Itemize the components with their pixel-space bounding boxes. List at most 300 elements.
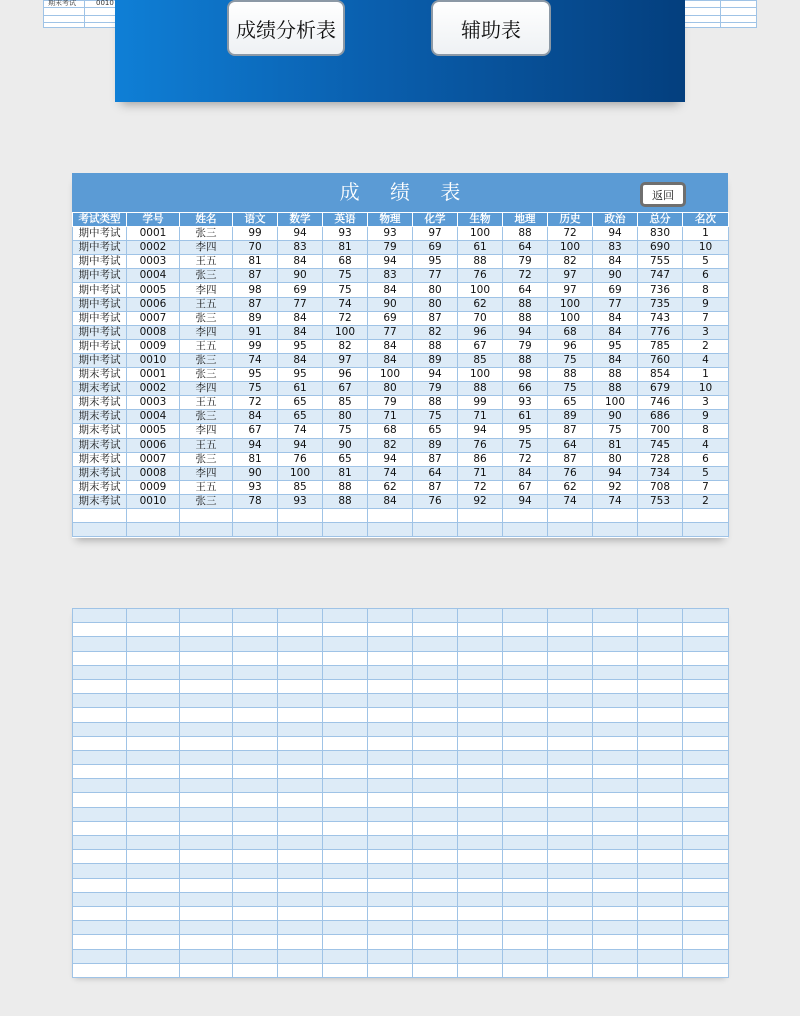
table-cell[interactable]: 88 — [413, 396, 458, 410]
grid-cell[interactable] — [593, 864, 638, 878]
table-cell[interactable]: 1 — [683, 368, 729, 382]
grid-cell[interactable] — [683, 722, 729, 736]
table-cell[interactable]: 80 — [323, 410, 368, 424]
grid-cell[interactable] — [503, 637, 548, 651]
grid-cell[interactable] — [413, 921, 458, 935]
table-cell[interactable]: 96 — [458, 325, 503, 339]
table-cell[interactable]: 75 — [233, 382, 278, 396]
table-cell[interactable]: 74 — [548, 494, 593, 508]
table-cell[interactable]: 李四 — [180, 283, 233, 297]
grid-cell[interactable] — [413, 665, 458, 679]
table-cell[interactable]: 72 — [503, 452, 548, 466]
grid-cell[interactable] — [127, 864, 180, 878]
table-cell[interactable]: 0004 — [127, 269, 180, 283]
grid-cell[interactable] — [127, 722, 180, 736]
table-cell[interactable]: 9 — [683, 410, 729, 424]
grid-cell[interactable] — [278, 850, 323, 864]
grid-cell[interactable] — [593, 807, 638, 821]
table-cell[interactable]: 1 — [683, 227, 729, 241]
table-cell[interactable]: 王五 — [180, 339, 233, 353]
table-cell[interactable]: 王五 — [180, 297, 233, 311]
table-cell[interactable]: 94 — [503, 325, 548, 339]
table-cell[interactable]: 79 — [503, 339, 548, 353]
grid-cell[interactable] — [323, 850, 368, 864]
grid-cell[interactable] — [683, 963, 729, 977]
grid-cell[interactable] — [368, 807, 413, 821]
grid-cell[interactable] — [323, 722, 368, 736]
table-cell[interactable]: 81 — [233, 452, 278, 466]
empty-cell[interactable] — [368, 523, 413, 537]
grid-cell[interactable] — [683, 665, 729, 679]
table-cell[interactable]: 87 — [413, 311, 458, 325]
table-cell[interactable]: 65 — [413, 424, 458, 438]
grid-cell[interactable] — [278, 864, 323, 878]
grid-cell[interactable] — [323, 793, 368, 807]
table-cell[interactable]: 0004 — [127, 410, 180, 424]
table-cell[interactable]: 61 — [503, 410, 548, 424]
grid-cell[interactable] — [233, 609, 278, 623]
table-cell[interactable]: 80 — [413, 283, 458, 297]
grid-cell[interactable] — [368, 651, 413, 665]
grid-cell[interactable] — [127, 609, 180, 623]
grid-cell[interactable] — [368, 963, 413, 977]
grid-cell[interactable] — [503, 765, 548, 779]
table-cell[interactable]: 0002 — [127, 382, 180, 396]
grid-cell[interactable] — [73, 935, 127, 949]
table-cell[interactable]: 67 — [233, 424, 278, 438]
table-cell[interactable]: 708 — [638, 480, 683, 494]
grid-cell[interactable] — [593, 694, 638, 708]
grid-cell[interactable] — [323, 906, 368, 920]
grid-cell[interactable] — [413, 708, 458, 722]
grid-cell[interactable] — [638, 949, 683, 963]
grid-cell[interactable] — [127, 651, 180, 665]
table-cell[interactable]: 76 — [278, 452, 323, 466]
table-cell[interactable]: 9 — [683, 297, 729, 311]
grid-cell[interactable] — [548, 779, 593, 793]
table-cell[interactable]: 62 — [458, 297, 503, 311]
table-cell[interactable]: 94 — [458, 424, 503, 438]
table-cell[interactable]: 100 — [323, 325, 368, 339]
table-cell[interactable]: 88 — [323, 480, 368, 494]
grid-cell[interactable] — [548, 836, 593, 850]
table-cell[interactable]: 61 — [278, 382, 323, 396]
grid-cell[interactable] — [233, 708, 278, 722]
table-cell[interactable]: 88 — [503, 227, 548, 241]
table-cell[interactable]: 94 — [503, 494, 548, 508]
table-cell[interactable]: 85 — [458, 353, 503, 367]
grid-cell[interactable] — [233, 679, 278, 693]
table-cell[interactable]: 李四 — [180, 466, 233, 480]
table-cell[interactable]: 679 — [638, 382, 683, 396]
grid-cell[interactable] — [458, 878, 503, 892]
grid-cell[interactable] — [593, 609, 638, 623]
grid-cell[interactable] — [593, 708, 638, 722]
table-cell[interactable]: 81 — [233, 255, 278, 269]
table-cell[interactable]: 期末考试 — [73, 396, 127, 410]
grid-cell[interactable] — [323, 708, 368, 722]
grid-cell[interactable] — [368, 921, 413, 935]
table-cell[interactable]: 95 — [278, 339, 323, 353]
table-cell[interactable]: 74 — [368, 466, 413, 480]
table-cell[interactable]: 830 — [638, 227, 683, 241]
grid-cell[interactable] — [233, 836, 278, 850]
grid-cell[interactable] — [278, 694, 323, 708]
table-cell[interactable]: 6 — [683, 269, 729, 283]
grid-cell[interactable] — [73, 793, 127, 807]
grid-cell[interactable] — [233, 864, 278, 878]
table-cell[interactable]: 期末考试 — [73, 438, 127, 452]
grid-cell[interactable] — [73, 779, 127, 793]
grid-cell[interactable] — [413, 765, 458, 779]
grid-cell[interactable] — [503, 878, 548, 892]
table-cell[interactable]: 100 — [278, 466, 323, 480]
grid-cell[interactable] — [458, 779, 503, 793]
table-cell[interactable]: 77 — [278, 297, 323, 311]
grid-cell[interactable] — [73, 765, 127, 779]
grid-cell[interactable] — [233, 623, 278, 637]
grid-cell[interactable] — [323, 935, 368, 949]
table-cell[interactable]: 76 — [458, 269, 503, 283]
table-cell[interactable]: 84 — [278, 325, 323, 339]
grid-cell[interactable] — [73, 665, 127, 679]
grid-cell[interactable] — [503, 892, 548, 906]
grid-cell[interactable] — [180, 623, 233, 637]
back-button[interactable]: 返回 — [640, 182, 686, 207]
table-cell[interactable]: 77 — [413, 269, 458, 283]
table-cell[interactable]: 97 — [548, 283, 593, 297]
table-cell[interactable]: 89 — [413, 353, 458, 367]
grid-cell[interactable] — [233, 963, 278, 977]
grid-cell[interactable] — [593, 722, 638, 736]
grid-cell[interactable] — [413, 850, 458, 864]
grid-cell[interactable] — [127, 623, 180, 637]
grid-cell[interactable] — [683, 679, 729, 693]
grid-cell[interactable] — [323, 836, 368, 850]
grid-cell[interactable] — [458, 821, 503, 835]
table-cell[interactable]: 94 — [278, 438, 323, 452]
grid-cell[interactable] — [127, 850, 180, 864]
grid-cell[interactable] — [73, 878, 127, 892]
table-cell[interactable]: 期中考试 — [73, 339, 127, 353]
table-cell[interactable]: 70 — [233, 241, 278, 255]
table-cell[interactable]: 0010 — [127, 353, 180, 367]
grid-cell[interactable] — [323, 864, 368, 878]
table-cell[interactable]: 69 — [368, 311, 413, 325]
table-cell[interactable]: 728 — [638, 452, 683, 466]
table-cell[interactable]: 90 — [593, 269, 638, 283]
table-cell[interactable]: 75 — [548, 382, 593, 396]
grid-cell[interactable] — [503, 694, 548, 708]
table-cell[interactable]: 李四 — [180, 424, 233, 438]
table-cell[interactable]: 5 — [683, 255, 729, 269]
grid-cell[interactable] — [368, 836, 413, 850]
table-cell[interactable]: 0008 — [127, 325, 180, 339]
grid-cell[interactable] — [368, 793, 413, 807]
table-cell[interactable]: 74 — [233, 353, 278, 367]
grid-cell[interactable] — [73, 679, 127, 693]
table-cell[interactable]: 745 — [638, 438, 683, 452]
table-cell[interactable]: 张三 — [180, 353, 233, 367]
empty-cell[interactable] — [548, 508, 593, 522]
table-cell[interactable]: 95 — [503, 424, 548, 438]
grid-cell[interactable] — [683, 850, 729, 864]
grid-cell[interactable] — [593, 637, 638, 651]
table-cell[interactable]: 张三 — [180, 269, 233, 283]
table-cell[interactable]: 88 — [593, 368, 638, 382]
table-cell[interactable]: 81 — [323, 466, 368, 480]
table-cell[interactable]: 97 — [413, 227, 458, 241]
table-cell[interactable]: 84 — [593, 255, 638, 269]
grid-cell[interactable] — [127, 694, 180, 708]
grid-cell[interactable] — [683, 779, 729, 793]
grid-cell[interactable] — [413, 637, 458, 651]
grid-cell[interactable] — [458, 623, 503, 637]
grid-cell[interactable] — [638, 921, 683, 935]
table-cell[interactable]: 94 — [413, 368, 458, 382]
grid-cell[interactable] — [323, 679, 368, 693]
grid-cell[interactable] — [458, 949, 503, 963]
grid-cell[interactable] — [503, 807, 548, 821]
grid-cell[interactable] — [368, 949, 413, 963]
grid-cell[interactable] — [233, 807, 278, 821]
grid-cell[interactable] — [548, 750, 593, 764]
table-cell[interactable]: 2 — [683, 339, 729, 353]
grid-cell[interactable] — [638, 679, 683, 693]
grid-cell[interactable] — [413, 864, 458, 878]
grid-cell[interactable] — [127, 906, 180, 920]
grid-cell[interactable] — [638, 708, 683, 722]
grid-cell[interactable] — [127, 736, 180, 750]
table-cell[interactable]: 72 — [323, 311, 368, 325]
grid-cell[interactable] — [180, 963, 233, 977]
empty-cell[interactable] — [458, 523, 503, 537]
grid-cell[interactable] — [413, 722, 458, 736]
table-cell[interactable]: 736 — [638, 283, 683, 297]
table-cell[interactable]: 0003 — [127, 255, 180, 269]
grid-cell[interactable] — [278, 750, 323, 764]
grid-cell[interactable] — [180, 694, 233, 708]
grid-cell[interactable] — [73, 623, 127, 637]
grid-cell[interactable] — [683, 935, 729, 949]
grid-cell[interactable] — [683, 609, 729, 623]
grid-cell[interactable] — [180, 906, 233, 920]
grid-cell[interactable] — [593, 623, 638, 637]
grid-cell[interactable] — [368, 708, 413, 722]
table-cell[interactable]: 0007 — [127, 311, 180, 325]
grid-cell[interactable] — [278, 963, 323, 977]
grid-cell[interactable] — [233, 722, 278, 736]
grid-cell[interactable] — [73, 637, 127, 651]
grid-cell[interactable] — [638, 665, 683, 679]
grid-cell[interactable] — [593, 935, 638, 949]
empty-cell[interactable] — [323, 523, 368, 537]
table-cell[interactable]: 王五 — [180, 438, 233, 452]
table-cell[interactable]: 82 — [368, 438, 413, 452]
grid-cell[interactable] — [458, 609, 503, 623]
table-cell[interactable]: 0005 — [127, 283, 180, 297]
grid-cell[interactable] — [683, 807, 729, 821]
grid-cell[interactable] — [503, 623, 548, 637]
grid-cell[interactable] — [683, 878, 729, 892]
table-cell[interactable]: 92 — [593, 480, 638, 494]
empty-cell[interactable] — [368, 508, 413, 522]
table-cell[interactable]: 0001 — [127, 368, 180, 382]
grid-cell[interactable] — [323, 821, 368, 835]
table-cell[interactable]: 75 — [323, 283, 368, 297]
table-cell[interactable]: 690 — [638, 241, 683, 255]
grid-cell[interactable] — [278, 736, 323, 750]
table-cell[interactable]: 85 — [278, 480, 323, 494]
table-cell[interactable]: 776 — [638, 325, 683, 339]
table-cell[interactable]: 99 — [233, 339, 278, 353]
table-cell[interactable]: 98 — [503, 368, 548, 382]
grid-cell[interactable] — [180, 878, 233, 892]
grid-cell[interactable] — [638, 836, 683, 850]
table-cell[interactable]: 80 — [413, 297, 458, 311]
grid-cell[interactable] — [683, 750, 729, 764]
table-cell[interactable]: 95 — [278, 368, 323, 382]
grid-cell[interactable] — [233, 665, 278, 679]
table-cell[interactable]: 67 — [458, 339, 503, 353]
table-cell[interactable]: 76 — [413, 494, 458, 508]
grid-cell[interactable] — [180, 793, 233, 807]
grid-cell[interactable] — [233, 821, 278, 835]
grid-cell[interactable] — [548, 651, 593, 665]
grid-cell[interactable] — [548, 807, 593, 821]
empty-cell[interactable] — [683, 508, 729, 522]
grid-cell[interactable] — [323, 807, 368, 821]
table-cell[interactable]: 84 — [278, 311, 323, 325]
table-cell[interactable]: 61 — [458, 241, 503, 255]
grid-cell[interactable] — [683, 793, 729, 807]
table-cell[interactable]: 期末考试 — [73, 480, 127, 494]
grid-cell[interactable] — [368, 637, 413, 651]
table-cell[interactable]: 87 — [233, 269, 278, 283]
table-cell[interactable]: 98 — [233, 283, 278, 297]
grid-cell[interactable] — [368, 750, 413, 764]
grid-cell[interactable] — [413, 609, 458, 623]
grid-cell[interactable] — [593, 665, 638, 679]
grid-cell[interactable] — [458, 694, 503, 708]
table-cell[interactable]: 64 — [503, 241, 548, 255]
empty-cell[interactable] — [73, 508, 127, 522]
table-cell[interactable]: 82 — [323, 339, 368, 353]
table-cell[interactable]: 6 — [683, 452, 729, 466]
grid-cell[interactable] — [368, 878, 413, 892]
grid-cell[interactable] — [683, 949, 729, 963]
grid-cell[interactable] — [548, 935, 593, 949]
table-cell[interactable]: 93 — [368, 227, 413, 241]
grid-cell[interactable] — [683, 637, 729, 651]
grid-cell[interactable] — [548, 708, 593, 722]
grid-cell[interactable] — [548, 850, 593, 864]
grid-cell[interactable] — [323, 651, 368, 665]
grid-cell[interactable] — [503, 722, 548, 736]
grid-cell[interactable] — [458, 935, 503, 949]
table-cell[interactable]: 746 — [638, 396, 683, 410]
grid-cell[interactable] — [127, 821, 180, 835]
grid-cell[interactable] — [278, 623, 323, 637]
table-cell[interactable]: 期中考试 — [73, 297, 127, 311]
grid-cell[interactable] — [503, 906, 548, 920]
table-cell[interactable]: 75 — [548, 353, 593, 367]
table-cell[interactable]: 88 — [458, 382, 503, 396]
grid-cell[interactable] — [638, 637, 683, 651]
grid-cell[interactable] — [593, 921, 638, 935]
grid-cell[interactable] — [368, 892, 413, 906]
grid-cell[interactable] — [368, 665, 413, 679]
grid-cell[interactable] — [503, 679, 548, 693]
empty-cell[interactable] — [127, 523, 180, 537]
grid-cell[interactable] — [638, 623, 683, 637]
grid-cell[interactable] — [413, 793, 458, 807]
table-cell[interactable]: 72 — [233, 396, 278, 410]
table-cell[interactable]: 期中考试 — [73, 227, 127, 241]
table-cell[interactable]: 88 — [593, 382, 638, 396]
table-cell[interactable]: 王五 — [180, 255, 233, 269]
table-cell[interactable]: 8 — [683, 424, 729, 438]
empty-cell[interactable] — [233, 523, 278, 537]
grid-cell[interactable] — [413, 623, 458, 637]
table-cell[interactable]: 期中考试 — [73, 255, 127, 269]
table-cell[interactable]: 期末考试 — [73, 382, 127, 396]
grid-cell[interactable] — [458, 892, 503, 906]
grid-cell[interactable] — [278, 921, 323, 935]
table-cell[interactable]: 75 — [503, 438, 548, 452]
table-cell[interactable]: 期末考试 — [73, 494, 127, 508]
table-cell[interactable]: 69 — [278, 283, 323, 297]
table-cell[interactable]: 95 — [413, 255, 458, 269]
table-cell[interactable]: 100 — [458, 368, 503, 382]
table-cell[interactable]: 64 — [503, 283, 548, 297]
grid-cell[interactable] — [368, 864, 413, 878]
grid-cell[interactable] — [127, 892, 180, 906]
table-cell[interactable]: 93 — [233, 480, 278, 494]
table-cell[interactable]: 0001 — [127, 227, 180, 241]
table-cell[interactable]: 71 — [458, 410, 503, 424]
table-cell[interactable]: 96 — [323, 368, 368, 382]
grid-cell[interactable] — [278, 836, 323, 850]
grid-cell[interactable] — [368, 736, 413, 750]
table-cell[interactable]: 69 — [593, 283, 638, 297]
table-cell[interactable]: 700 — [638, 424, 683, 438]
table-cell[interactable]: 84 — [368, 494, 413, 508]
table-cell[interactable]: 96 — [548, 339, 593, 353]
grid-cell[interactable] — [180, 892, 233, 906]
grid-cell[interactable] — [458, 921, 503, 935]
grid-cell[interactable] — [413, 779, 458, 793]
table-cell[interactable]: 4 — [683, 353, 729, 367]
table-cell[interactable]: 67 — [323, 382, 368, 396]
table-cell[interactable]: 686 — [638, 410, 683, 424]
table-cell[interactable]: 100 — [458, 227, 503, 241]
grid-cell[interactable] — [458, 807, 503, 821]
table-cell[interactable]: 4 — [683, 438, 729, 452]
table-cell[interactable]: 79 — [368, 241, 413, 255]
grid-cell[interactable] — [368, 623, 413, 637]
table-cell[interactable]: 68 — [548, 325, 593, 339]
table-cell[interactable]: 68 — [323, 255, 368, 269]
grid-cell[interactable] — [73, 807, 127, 821]
grid-cell[interactable] — [278, 722, 323, 736]
grid-cell[interactable] — [127, 836, 180, 850]
grid-cell[interactable] — [503, 793, 548, 807]
grid-cell[interactable] — [233, 935, 278, 949]
table-cell[interactable]: 0007 — [127, 452, 180, 466]
table-cell[interactable]: 72 — [458, 480, 503, 494]
table-cell[interactable]: 92 — [458, 494, 503, 508]
